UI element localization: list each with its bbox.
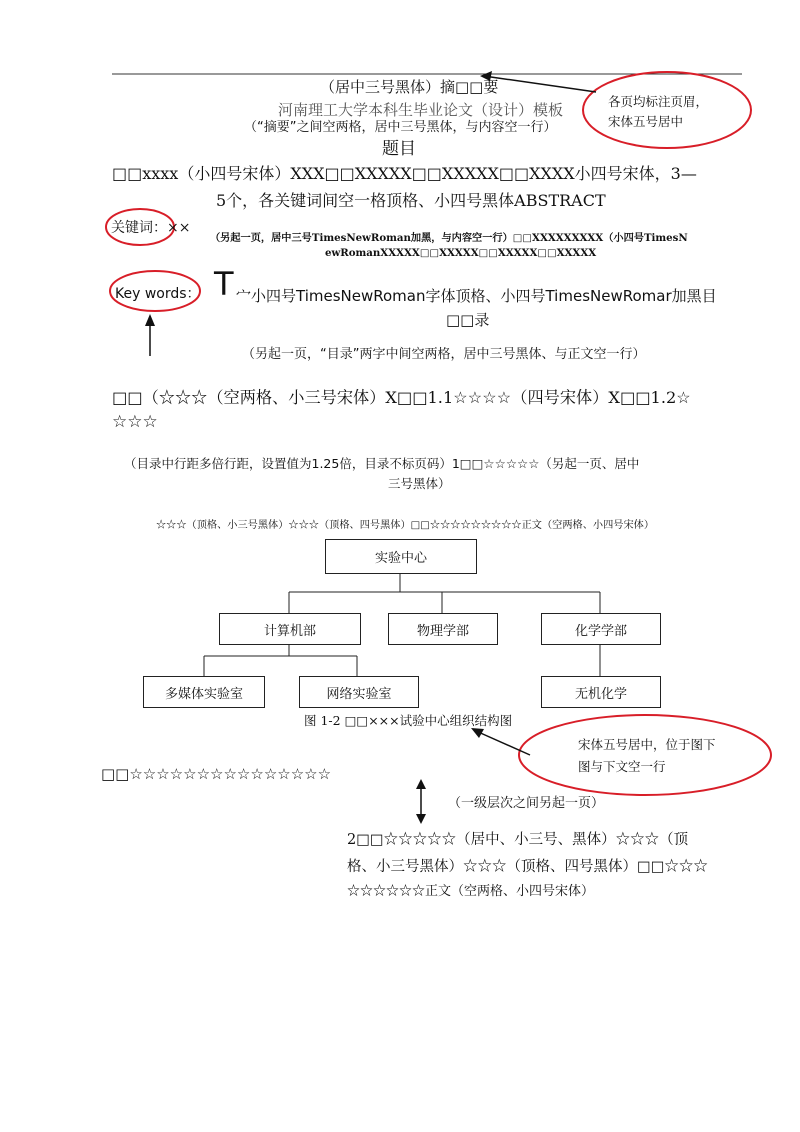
org-level2-box-2 (299, 676, 419, 708)
figure-callout-line-2: 图与下文空一行 (578, 759, 666, 774)
org-level1-box-1 (219, 613, 361, 645)
header-callout-text (608, 92, 708, 132)
toc-line-2: ☆☆☆ (112, 412, 158, 432)
chapter-line-2: 格、小三号黑体）☆☆☆（顶格、四号黑体）□□☆☆☆ (347, 859, 708, 875)
org-level2-label-2: 网络实验室 (326, 686, 392, 702)
org-level2-box-1 (143, 676, 265, 708)
org-level2-label-3: 无机化学 (574, 686, 627, 702)
org-level1-label-1: 计算机部 (263, 623, 316, 639)
section-double-arrow-up (416, 779, 426, 789)
org-level1-box-3 (541, 613, 661, 645)
abstract-line-2: 5个，各关键词间空一格顶格、小四号黑体ABSTRACT (216, 191, 606, 210)
toc-note-2b: 三号黑体） (388, 476, 451, 491)
org-level1-label-2: 物理学部 (416, 623, 469, 639)
toc-note-1: （另起一页，“目录”两字中间空两格，居中三号黑体、与正文空一行） (242, 347, 646, 362)
toc-line-1: □□（☆☆☆（空两格、小三号宋体）X□□1.1☆☆☆☆（四号宋体）X□□1.2☆ (112, 388, 691, 407)
header-subtitle: 河南理工大学本科生毕业论文（设计）模板 (278, 101, 564, 119)
header-callout-line-2: 宋体五号居中 (608, 114, 684, 129)
section-note: （一级层次之间另起一页） (448, 796, 605, 811)
big-t-glyph: T (214, 265, 234, 303)
header-title: （居中三号黑体）摘□□要 (320, 78, 499, 96)
keywords-en-arrowhead (145, 314, 155, 326)
toc-line-3: ☆☆☆（顶格、小三号黑体）☆☆☆（顶格、四号黑体）□□☆☆☆☆☆☆☆☆☆正文（空两格、小四号宋体） (156, 520, 655, 531)
org-root-label: 实验中心 (374, 551, 427, 566)
keywords-en-label: Key words： (115, 286, 201, 302)
figure-caption: 图 1-2 □□×××试验中心组织结构图 (304, 713, 513, 728)
org-level2-box-3 (541, 676, 661, 708)
org-level1-box-2 (388, 613, 498, 645)
stars-line: □□☆☆☆☆☆☆☆☆☆☆☆☆☆☆☆ (101, 765, 332, 783)
org-level1-label-3: 化学学部 (574, 623, 627, 639)
figure-callout-arrow (476, 731, 530, 755)
org-root-box (325, 539, 477, 574)
figure-callout-text (578, 734, 716, 778)
keywords-label: 关键词：×× (111, 220, 191, 236)
abstract-line-4: ewRomanXXXXX□□XXXXX□□XXXXX□□XXXXX (325, 247, 597, 259)
abstract-line-5: 宀小四号TimesNewRoman字体顶格、小四号TimesNewRomar加黑目 (236, 287, 717, 305)
toc-title: □□录 (446, 311, 490, 329)
header-callout-line-1: 各页均标注页眉， (608, 94, 709, 109)
header-topic: 题目 (382, 139, 416, 159)
org-level2-label-1: 多媒体实验室 (164, 686, 243, 702)
figure-callout-line-1: 宋体五号居中，位于图下 (578, 737, 716, 752)
chapter-line-1: 2□□☆☆☆☆☆（居中、小三号、黑体）☆☆☆（顶 (347, 832, 689, 848)
abstract-line-3: （另起一页，居中三号TimesNewRoman加黑，与内容空一行）□□XXXXXXXXX（小四号TimesN (210, 232, 688, 244)
section-double-arrow-down (416, 814, 426, 824)
chapter-line-3: ☆☆☆☆☆☆正文（空两格、小四号宋体） (347, 884, 595, 899)
header-callout-arrow (484, 76, 596, 92)
toc-note-2a: （目录中行距多倍行距，设置值为1.25倍，目录不标页码）1□□☆☆☆☆☆（另起一页、居中 (124, 456, 640, 471)
abstract-line-1: □□xxxx（小四号宋体）XXX□□XXXXX□□XXXXX□□XXXX小四号宋体，3— (112, 164, 697, 183)
header-note: （“摘要”之间空两格，居中三号黑体，与内容空一行） (244, 120, 557, 135)
